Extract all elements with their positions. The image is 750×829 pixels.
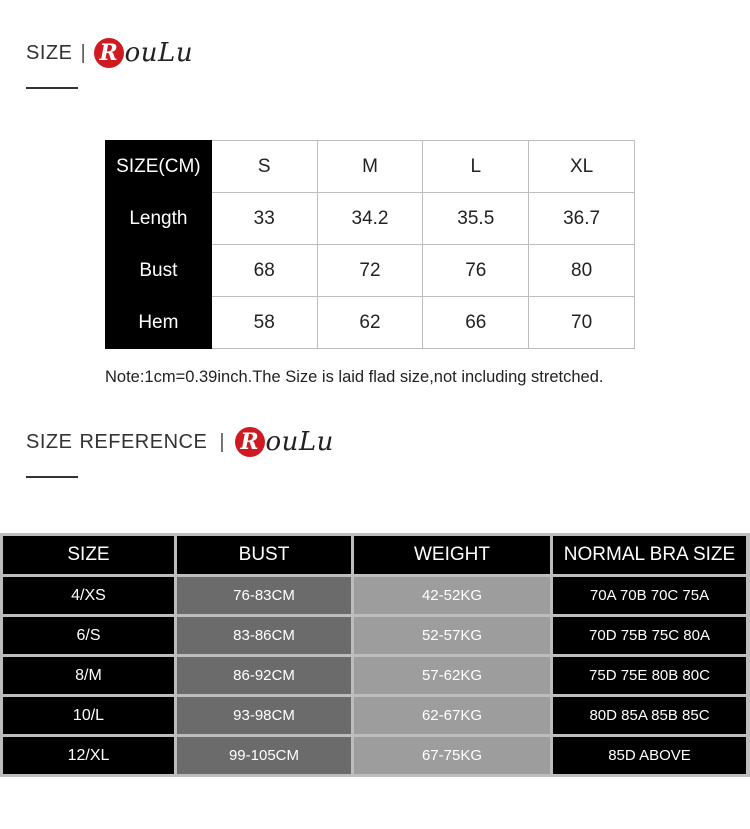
size-chart-row-length [106,193,635,245]
size-chart-cell: 76 [423,245,529,297]
size-chart-corner: SIZE(CM) [106,141,212,193]
size-chart-col-l: L [423,141,529,193]
header-weight: WEIGHT [354,536,553,577]
size-chart-cell: 36.7 [529,193,635,245]
roulu-logo [235,427,334,457]
bra-size-cell: 75D 75E 80B 80C [553,657,749,697]
size-chart-cell: 34.2 [317,193,423,245]
size-chart-cell: 66 [423,297,529,349]
size-heading-label: SIZE [26,41,73,64]
roulu-logo [94,38,193,68]
size-chart-cell: 72 [317,245,423,297]
size-reference-label-b: REFERENCE [79,430,208,453]
size-chart-row-label: Length [106,193,212,245]
bra-size-cell: 85D ABOVE [553,737,749,777]
bust-cell: 83-86CM [177,617,354,657]
size-chart-cell: 68 [211,245,317,297]
size-cell: 12/XL [3,737,177,777]
size-chart-cell: 33 [211,193,317,245]
table-row [3,577,749,617]
size-chart-cell: 62 [317,297,423,349]
weight-cell: 67-75KG [354,737,553,777]
size-cell: 10/L [3,697,177,737]
weight-cell: 42-52KG [354,577,553,617]
table-row [3,737,749,777]
size-chart-header-row [106,141,635,193]
size-chart-cell: 35.5 [423,193,529,245]
bust-cell: 93-98CM [177,697,354,737]
heading-separator: | [219,430,225,453]
roulu-logo-mark: R [94,38,124,68]
size-chart-table [105,140,635,349]
heading-underline [26,476,78,478]
size-chart-row-bust [106,245,635,297]
heading-underline [26,87,78,89]
roulu-logo-text: ouLu [124,38,194,68]
size-chart-cell: 58 [211,297,317,349]
table-row [3,617,749,657]
table-row [3,697,749,737]
table-row [3,657,749,697]
bra-size-cell: 70D 75B 75C 80A [553,617,749,657]
size-chart-row-label: Bust [106,245,212,297]
weight-cell: 62-67KG [354,697,553,737]
size-cell: 6/S [3,617,177,657]
bust-cell: 76-83CM [177,577,354,617]
size-heading [26,38,193,68]
size-chart-cell: 70 [529,297,635,349]
roulu-logo-mark: R [235,427,265,457]
size-chart-col-m: M [317,141,423,193]
heading-separator: | [80,41,86,64]
size-reference-header-row [3,536,749,577]
bust-cell: 99-105CM [177,737,354,777]
header-bra-size: NORMAL BRA SIZE [553,536,749,577]
bra-size-cell: 70A 70B 70C 75A [553,577,749,617]
size-chart-cell: 80 [529,245,635,297]
header-size: SIZE [3,536,177,577]
size-reference-label-a: SIZE [26,430,73,453]
size-reference-table [3,536,749,777]
roulu-logo-text: ouLu [265,427,334,457]
size-chart-col-xl: XL [529,141,635,193]
size-chart-col-s: S [211,141,317,193]
bust-cell: 86-92CM [177,657,354,697]
header-bust: BUST [177,536,354,577]
measurement-note: Note:1cm=0.39inch.The Size is laid flad size,not including stretched. [105,368,604,386]
size-reference-heading [26,427,334,457]
size-reference-panel [0,533,750,777]
bra-size-cell: 80D 85A 85B 85C [553,697,749,737]
size-cell: 4/XS [3,577,177,617]
weight-cell: 52-57KG [354,617,553,657]
size-chart-row-hem [106,297,635,349]
size-chart-row-label: Hem [106,297,212,349]
weight-cell: 57-62KG [354,657,553,697]
size-cell: 8/M [3,657,177,697]
